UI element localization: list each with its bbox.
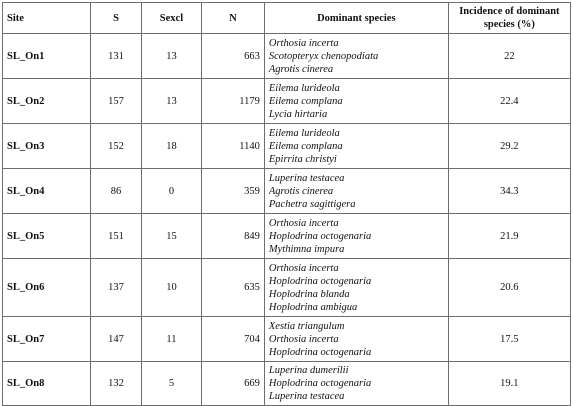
species-name: Luperina testacea: [268, 172, 345, 184]
species-name: Luperina testacea: [268, 391, 345, 402]
species-name: Xestia triangulum: [268, 320, 345, 332]
dominant-species-cell: [264, 169, 448, 214]
table-row: [3, 169, 571, 214]
sexcl-cell: 13: [141, 34, 202, 79]
species-name: Orthosia incerta: [268, 262, 339, 274]
species-name: Hoplodrina ambigua: [268, 301, 358, 313]
incidence-cell: 17.5: [448, 317, 570, 362]
species-name: Hoplodrina octogenaria: [268, 275, 372, 287]
table-row: [3, 214, 571, 259]
site-cell: SL_On5: [3, 214, 91, 259]
incidence-cell: 20.6: [448, 259, 570, 317]
species-name: Orthosia incerta: [268, 37, 339, 49]
sexcl-cell: 13: [141, 79, 202, 124]
s-cell: 132: [91, 362, 141, 406]
dominant-species-cell: [264, 317, 448, 362]
header-s: S: [91, 3, 141, 34]
species-name: Hoplodrina octogenaria: [268, 346, 372, 358]
species-name: Epirrita christyi: [268, 153, 337, 165]
table-row: [3, 79, 571, 124]
species-name: Agrotis cinerea: [268, 185, 334, 197]
s-cell: 152: [91, 124, 141, 169]
table-row: [3, 362, 571, 406]
species-name: Orthosia incerta: [268, 333, 339, 345]
s-cell: 151: [91, 214, 141, 259]
species-name: Eilema lurideola: [268, 82, 340, 94]
species-name: Orthosia incerta: [268, 217, 339, 229]
sexcl-cell: 18: [141, 124, 202, 169]
s-cell: 86: [91, 169, 141, 214]
dominant-species-cell: [264, 362, 448, 406]
species-name: Hoplodrina octogenaria: [268, 378, 372, 389]
table-row: [3, 317, 571, 362]
incidence-cell: 22: [448, 34, 570, 79]
n-cell: 1179: [202, 79, 265, 124]
incidence-cell: 29.2: [448, 124, 570, 169]
species-name: Luperina dumerilii: [268, 365, 349, 376]
table-row: [3, 259, 571, 317]
dominant-species-cell: [264, 214, 448, 259]
site-cell: SL_On2: [3, 79, 91, 124]
site-cell: SL_On7: [3, 317, 91, 362]
species-name: Eilema complana: [268, 95, 343, 107]
incidence-cell: 34.3: [448, 169, 570, 214]
site-cell: SL_On8: [3, 362, 91, 406]
header-site: Site: [3, 3, 91, 34]
dominant-species-cell: [264, 124, 448, 169]
sexcl-cell: 0: [141, 169, 202, 214]
header-n: N: [202, 3, 265, 34]
s-cell: 147: [91, 317, 141, 362]
species-name: Agrotis cinerea: [268, 63, 334, 75]
s-cell: 137: [91, 259, 141, 317]
n-cell: 663: [202, 34, 265, 79]
species-name: Pachetra sagittigera: [268, 198, 356, 210]
n-cell: 669: [202, 362, 265, 406]
site-cell: SL_On3: [3, 124, 91, 169]
species-name: Hoplodrina octogenaria: [268, 230, 372, 242]
incidence-cell: 22.4: [448, 79, 570, 124]
n-cell: 635: [202, 259, 265, 317]
dominant-species-cell: [264, 259, 448, 317]
sexcl-cell: 11: [141, 317, 202, 362]
header-dominant-species: Dominant species: [264, 3, 448, 34]
species-name: Hoplodrina blanda: [268, 288, 350, 300]
site-cell: SL_On1: [3, 34, 91, 79]
header-incidence: Incidence of dominant species (%): [448, 3, 570, 34]
species-name: Scotopteryx chenopodiata: [268, 50, 379, 62]
n-cell: 849: [202, 214, 265, 259]
incidence-cell: 21.9: [448, 214, 570, 259]
species-table: [2, 2, 571, 406]
incidence-cell: 19.1: [448, 362, 570, 406]
site-cell: SL_On6: [3, 259, 91, 317]
site-cell: SL_On4: [3, 169, 91, 214]
n-cell: 359: [202, 169, 265, 214]
n-cell: 704: [202, 317, 265, 362]
sexcl-cell: 15: [141, 214, 202, 259]
species-name: Eilema complana: [268, 140, 343, 152]
species-name: Mythimna impura: [268, 243, 345, 255]
sexcl-cell: 10: [141, 259, 202, 317]
header-sexcl: Sexcl: [141, 3, 202, 34]
n-cell: 1140: [202, 124, 265, 169]
species-name: Lycia hirtaria: [268, 108, 328, 120]
header-row: [3, 3, 571, 34]
sexcl-cell: 5: [141, 362, 202, 406]
s-cell: 131: [91, 34, 141, 79]
dominant-species-cell: [264, 79, 448, 124]
species-name: Eilema lurideola: [268, 127, 340, 139]
s-cell: 157: [91, 79, 141, 124]
dominant-species-cell: [264, 34, 448, 79]
table-row: [3, 34, 571, 79]
table-row: [3, 124, 571, 169]
